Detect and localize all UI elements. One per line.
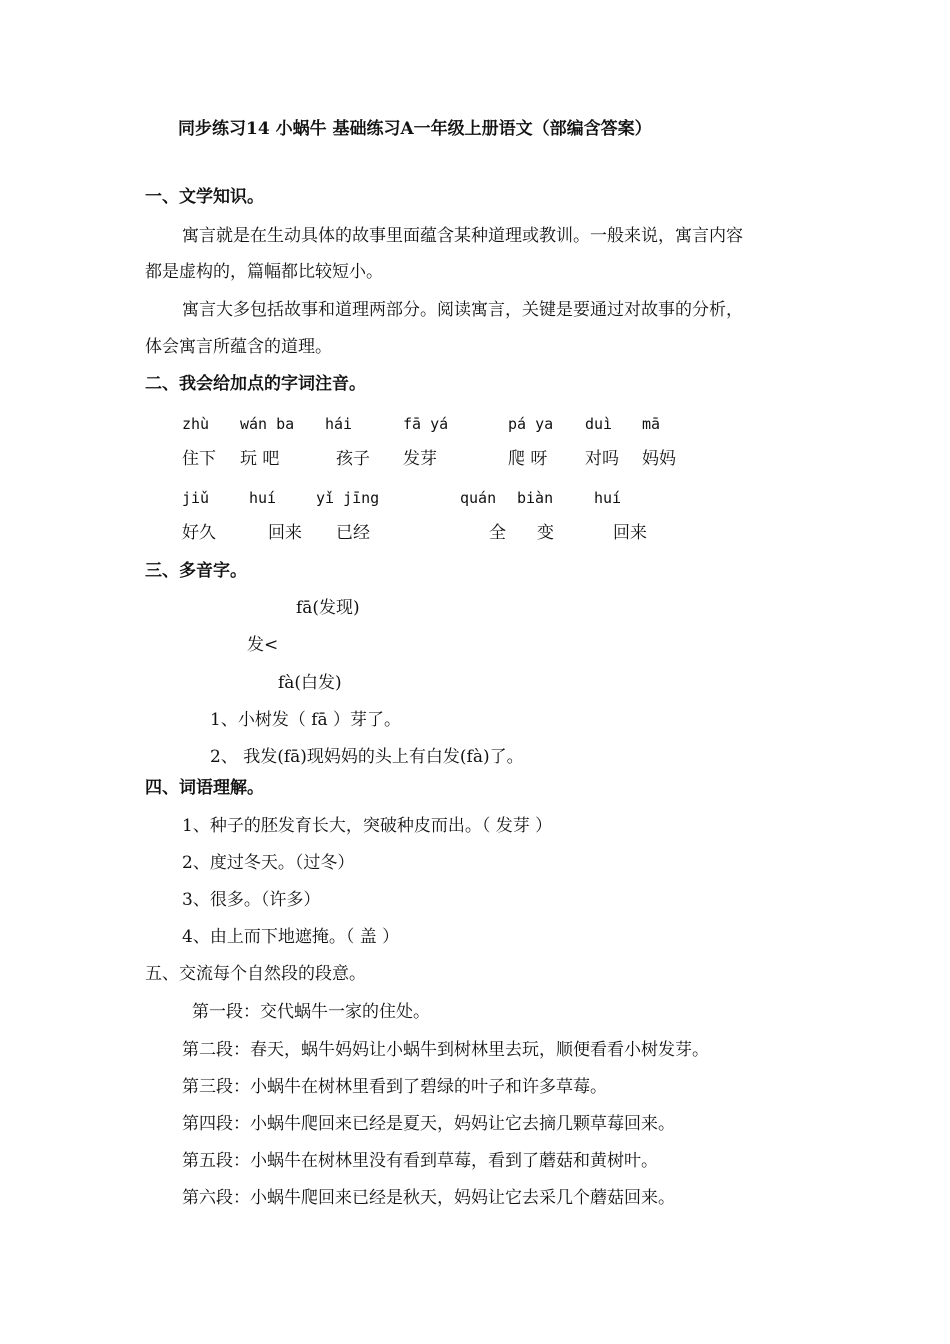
- word-yijing: 已经: [336, 523, 370, 543]
- pinyin-quan: quán: [460, 489, 497, 507]
- section-3-heading: 三、多音字。: [145, 561, 247, 581]
- paragraph-summary: 第一段：交代蜗牛一家的住处。: [192, 1002, 430, 1022]
- pinyin-fa-ya: fā yá: [403, 415, 449, 433]
- pinyin-hui-1: huí: [249, 489, 277, 507]
- paragraph-summary: 第二段：春天，蜗牛妈妈让小蜗牛到树林里去玩，顺便看看小树发芽。: [182, 1040, 709, 1060]
- vocab-item: 4、由上而下地遮掩。（ 盖 ）: [182, 927, 400, 947]
- section-1-paragraph-2-line-2: 体会寓言所蕴含的道理。: [145, 337, 332, 357]
- section-1-heading: 一、文学知识。: [145, 187, 264, 207]
- word-huilai-1: 回来: [268, 523, 302, 543]
- paragraph-summary: 第六段：小蜗牛爬回来已经是秋天，妈妈让它去采几个蘑菇回来。: [182, 1188, 675, 1208]
- pinyin-yi-jing: yǐ jīng: [316, 489, 380, 507]
- paragraph-summary: 第四段：小蜗牛爬回来已经是夏天，妈妈让它去摘几颗草莓回来。: [182, 1114, 675, 1134]
- word-wanba: 玩 吧: [240, 449, 280, 469]
- word-paya: 爬 呀: [508, 449, 548, 469]
- word-huilai-2: 回来: [613, 523, 647, 543]
- polyphone-reading-1: fā(发现): [296, 598, 360, 618]
- word-mama: 妈妈: [642, 449, 676, 469]
- vocab-item: 3、很多。（许多）: [182, 890, 321, 910]
- pinyin-zhu: zhù: [182, 415, 210, 433]
- polyphone-question-2: 2、 我发(fā)现妈妈的头上有白发(fà)了。: [210, 747, 524, 767]
- pinyin-hui-2: huí: [594, 489, 622, 507]
- word-quan: 全: [489, 523, 506, 543]
- paragraph-summary: 第五段：小蜗牛在树林里没有看到草莓，看到了蘑菇和黄树叶。: [182, 1151, 658, 1171]
- section-4-heading: 四、词语理解。: [145, 778, 264, 798]
- vocab-item: 2、度过冬天。（过冬）: [182, 853, 355, 873]
- pinyin-hai: hái: [325, 415, 353, 433]
- pinyin-jiu: jiǔ: [182, 489, 210, 507]
- word-haizi: 孩子: [336, 449, 370, 469]
- pinyin-wan-ba: wán ba: [240, 415, 295, 433]
- polyphone-reading-2: fà(白发): [278, 673, 342, 693]
- word-haojiu: 好久: [182, 523, 216, 543]
- pinyin-pa-ya: pá ya: [508, 415, 554, 433]
- word-zhuxia: 住下: [182, 449, 216, 469]
- section-5-heading: 五、交流每个自然段的段意。: [145, 964, 366, 984]
- polyphone-character: 发<: [247, 635, 279, 655]
- page-title: 同步练习14 小蜗牛 基础练习A一年级上册语文（部编含答案）: [178, 119, 652, 139]
- vocab-item: 1、种子的胚发育长大，突破种皮而出。（ 发芽 ）: [182, 816, 553, 836]
- pinyin-ma: mā: [642, 415, 661, 433]
- pinyin-dui: duì: [585, 415, 613, 433]
- section-2-heading: 二、我会给加点的字词注音。: [145, 374, 366, 394]
- section-1-paragraph-1-line-2: 都是虚构的，篇幅都比较短小。: [145, 262, 383, 282]
- section-1-paragraph-2-line-1: 寓言大多包括故事和道理两部分。阅读寓言，关键是要通过对故事的分析，: [182, 300, 743, 320]
- polyphone-question-1: 1、小树发（ fā ）芽了。: [210, 710, 402, 730]
- section-1-paragraph-1-line-1: 寓言就是在生动具体的故事里面蕴含某种道理或教训。一般来说，寓言内容: [182, 226, 743, 246]
- paragraph-summary: 第三段：小蜗牛在树林里看到了碧绿的叶子和许多草莓。: [182, 1077, 607, 1097]
- word-duima: 对吗: [585, 449, 619, 469]
- word-faya: 发芽: [403, 449, 437, 469]
- word-bian: 变: [537, 523, 554, 543]
- pinyin-bian: biàn: [517, 489, 554, 507]
